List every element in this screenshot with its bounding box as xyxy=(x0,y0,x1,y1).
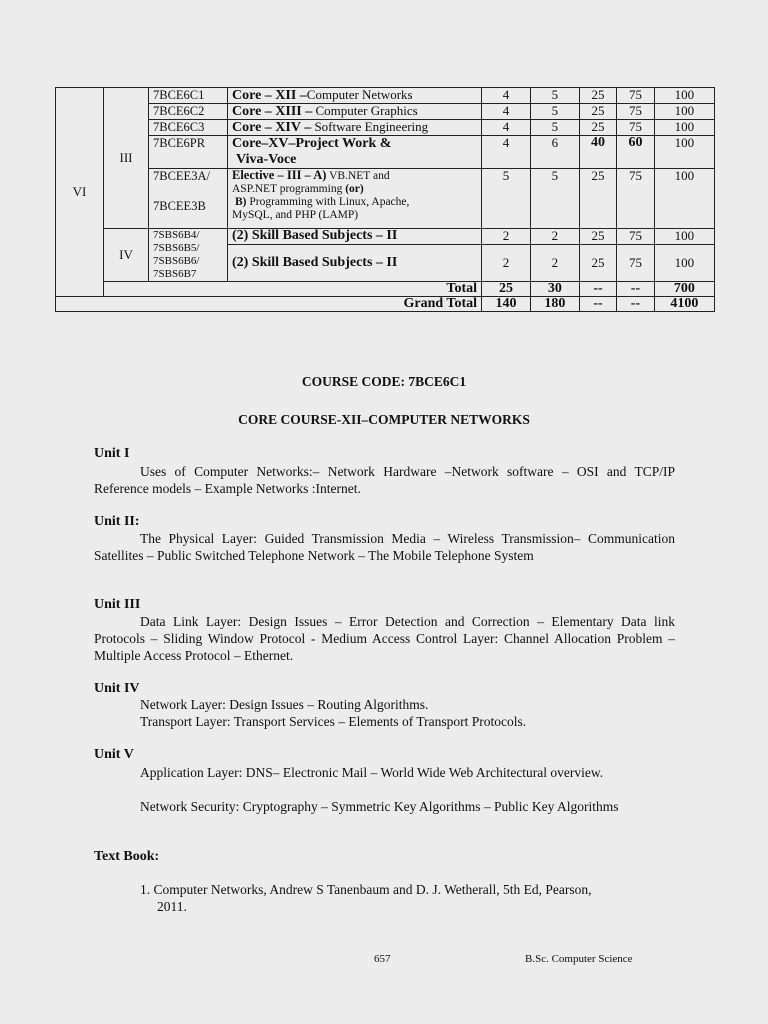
subject-cell: Core – XII –Computer Networks xyxy=(228,88,482,104)
course-title-heading: CORE COURSE-XII–COMPUTER NETWORKS xyxy=(238,412,530,427)
unit-text: Network Layer: Design Issues – Routing Algorithms. xyxy=(140,697,429,712)
page-number: 657 xyxy=(374,953,391,965)
part-cell: IV xyxy=(104,229,149,282)
textbook-entry-continued: 2011. xyxy=(157,899,187,914)
textbook-title: Text Book: xyxy=(94,849,160,864)
unit-text: Data Link Layer: Design Issues – Error Detection and Correction – Elementary Data link Protocols – Sliding Window Protocol - Medium Access Control Layer: Channel Allocation Problem – Multiple Access Protocol – Ethernet. xyxy=(94,614,675,663)
syllabus-table xyxy=(55,87,715,312)
unit-title: Unit III xyxy=(94,597,141,612)
table-row: 7BCE6PR Core–XV–Project Work & Viva-Voce 4 6 40 60 100 xyxy=(56,136,715,169)
textbook-entry: 1. Computer Networks, Andrew S Tanenbaum and D. J. Wetherall, 5th Ed, Pearson, xyxy=(140,882,592,897)
unit-title: Unit II: xyxy=(94,514,140,529)
grand-total-row: Grand Total 140 180 -- -- 4100 xyxy=(56,297,715,312)
unit-text: Uses of Computer Networks:– Network Hardware –Network software – OSI and TCP/IP Reference models – Example Networks :Internet. xyxy=(94,464,675,496)
table-row: IV 7SBS6B4/ 7SBS6B5/ 7SBS6B6/ 7SBS6B7 (2) Skill Based Subjects – II 2 2 25 75 100 xyxy=(56,229,715,245)
elective-subject-cell: Elective – III – A) VB.NET and ASP.NET programming (or) B) Programming with Linux, Apache, MySQL, and PHP (LAMP) xyxy=(228,169,482,229)
semester-cell: VI xyxy=(56,88,104,297)
footer-program: B.Sc. Computer Science xyxy=(525,953,633,965)
course-code-heading: COURSE CODE: 7BCE6C1 xyxy=(301,374,467,389)
course-code-cell: 7BCE6C1 xyxy=(149,88,228,104)
part-cell: III xyxy=(104,88,149,229)
unit-title: Unit V xyxy=(94,747,134,762)
unit-title: Unit IV xyxy=(94,681,140,696)
table-row: 7BCEE3A/ 7BCEE3B Elective – III – A) VB.NET and ASP.NET programming (or) B) Programming with Linux, Apache, MySQL, and PHP (LAMP) 5 5 25 75 100 xyxy=(56,169,715,229)
unit-text: The Physical Layer: Guided Transmission Media – Wireless Transmission– Communication Satellites – Public Switched Telephone Network – The Mobile Telephone System xyxy=(94,531,675,563)
table-row: 7BCE6C2 Core – XIII – Computer Graphics 4 5 25 75 100 xyxy=(56,104,715,120)
unit-title: Unit I xyxy=(94,446,130,461)
total-row: Total 25 30 -- -- 700 xyxy=(56,282,715,297)
table-row: 7BCE6C3 Core – XIV – Software Engineering 4 5 25 75 100 xyxy=(56,120,715,136)
unit-text: Application Layer: DNS– Electronic Mail – World Wide Web Architectural overview. xyxy=(140,765,604,780)
unit-text: Transport Layer: Transport Services – Elements of Transport Protocols. xyxy=(140,714,527,729)
table-row: (2) Skill Based Subjects – II 2 2 25 75 100 xyxy=(56,245,715,282)
unit-text: Network Security: Cryptography – Symmetric Key Algorithms – Public Key Algorithms xyxy=(140,799,619,814)
table-row: VI III 7BCE6C1 Core – XII –Computer Networks 4 5 25 75 100 xyxy=(56,88,715,104)
